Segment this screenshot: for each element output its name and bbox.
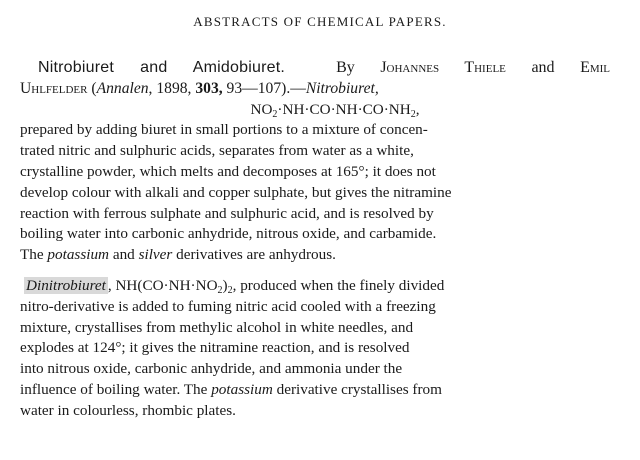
formula-subscript: 2 [410,108,416,120]
subject-nitrobiuret: Nitrobiuret, [305,79,379,97]
formula-part: , [415,100,420,118]
text-line [20,380,610,401]
paragraph-nitrobiuret [20,120,610,266]
text-fragment: The [20,246,44,264]
highlighted-dinitrobiuret: Dinitrobiuret [26,276,106,294]
italic-silver: silver [138,246,173,264]
text-line: crystalline powder, which melts and decomposes at 165°; it does not [20,162,436,180]
formula-part: , NH(CO·NH·NO [107,276,218,294]
text-line: nitro-derivative is added to fuming nitric acid cooled with a freezing [20,297,436,315]
italic-potassium: potassium [47,246,110,264]
nitrobiuret-formula [20,100,610,121]
formula-subscript: 2 [227,284,233,296]
formula-subscript: 2 [272,108,278,120]
compound-title: Nitrobiuret and Amidobiuret. [38,59,286,76]
text-line: into nitrous oxide, carbonic anhydride, and ammonia under the [20,360,403,378]
italic-potassium: potassium [211,380,273,398]
formula-part: NO [250,100,273,118]
text-line: reaction with ferrous sulphate and sulphuric acid, and is resolved by [20,204,434,222]
by-word: By [336,59,355,76]
text-line: trated nitric and sulphuric acids, separates from water as a white, [20,142,414,160]
formula-part: ·NH·CO·NH·CO·NH [277,100,411,118]
text-fragment: derivative crystallises from [276,380,442,398]
text-line: water in colourless, rhombic plates. [20,401,236,419]
running-head: ABSTRACTS OF CHEMICAL PAPERS. [193,14,447,29]
text-line: explodes at 124°; it gives the nitramine reaction, and is resolved [20,339,410,357]
author-2-first: Emil [580,59,611,76]
text-line: develop colour with alkali and copper sulphate, but gives the nitramine [20,183,452,201]
journal-volume: 303, [195,79,223,97]
text-line: prepared by adding biuret in small portions to a mixture of concen- [20,121,428,139]
author-2-last: Uhlfelder [20,79,88,97]
formula-part: ) [222,276,228,294]
text-line [20,276,610,297]
citation-line: Uhlfelder (Annalen, 1898, 303, 93—107).—Nitrobiuret, [20,79,379,97]
and-word: and [531,59,555,76]
text-line: mixture, crystallises from methylic alcohol in white needles, and [20,318,414,336]
journal-year: 1898, [156,79,192,97]
text-fragment: influence of boiling water. The [20,380,208,398]
formula-subscript: 2 [217,284,223,296]
journal-name: Annalen [96,79,149,97]
text-fragment: and [112,246,135,264]
text-fragment: derivatives are anhydrous. [176,246,336,264]
abstract-article [20,58,610,422]
abstract-title-line [20,58,610,79]
text-line: boiling water into carbonic anhydride, nitrous oxide, and carbamide. [20,225,437,243]
text-line [20,245,610,266]
author-1: Johannes Thiele [380,59,506,76]
text-fragment: , produced when the finely divided [232,276,445,294]
journal-pages: 93—107).— [226,79,306,97]
paragraph-dinitrobiuret [20,276,610,422]
